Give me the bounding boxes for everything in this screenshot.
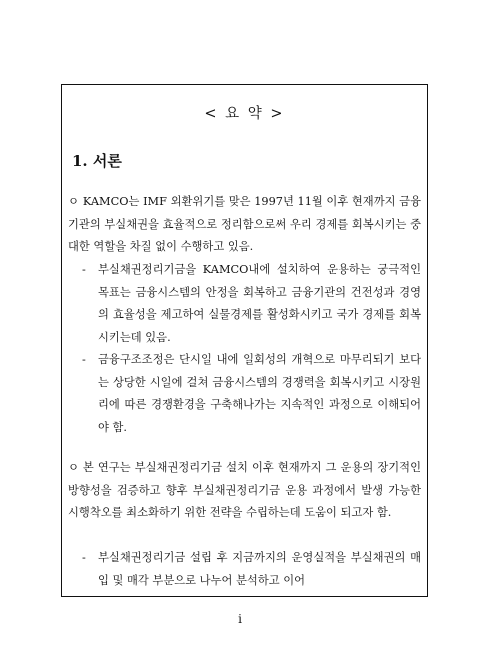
subitem-2-1 (82, 547, 421, 592)
paragraph-bullet: ㅇ (68, 461, 79, 474)
paragraph-bullet: ㅇ (68, 195, 79, 208)
subitem-1-2 (82, 349, 421, 439)
subitem-1-1 (82, 259, 421, 349)
subitem-text: 부실채권정리기금을 KAMCO내에 설치하여 운용하는 궁극적인 목표는 금융시스템의 안정을 회복하고 금융기관의 건전성과 경영의 효율성을 제고하여 실물경제를 활성화시키고 국가 경제를 회복시키는데 있음. (98, 263, 421, 344)
paragraph-1 (68, 191, 421, 259)
section-title: 1. 서론 (72, 152, 122, 170)
dash-marker: - (82, 551, 86, 564)
paragraph-text: KAMCO는 IMF 외환위기를 맞은 1997년 11월 이후 현재까지 금융기관의 부실채권을 효율적으로 정리함으로써 우리 경제를 회복시키는 중대한 역할을 차질 없이 수행하고 있음. (68, 195, 421, 253)
subitem-text: 금융구조조정은 단시일 내에 일회성의 개혁으로 마무리되기 보다는 상당한 시일에 걸쳐 금융시스템의 경쟁력을 회복시키고 시장원리에 따른 경쟁환경을 구축해나가는 지속적인 과정으로 이해되어야 함. (98, 353, 421, 434)
subitem-text: 부실채권정리기금 설립 후 지금까지의 운영실적을 부실채권의 매입 및 매각 부분으로 나누어 분석하고 이어 (98, 551, 421, 587)
paragraph-text: 본 연구는 부실채권정리기금 설치 이후 현재까지 그 운용의 장기적인 방향성을 검증하고 향후 부실채권정리기금 운용 과정에서 발생 가능한 시행착오를 최소화하기 위한 전략을 수립하는데 도움이 되고자 함. (68, 461, 421, 519)
page-number: i (238, 612, 242, 626)
paragraph-2 (68, 457, 421, 525)
summary-heading: < 요 약 > (204, 106, 285, 122)
dash-marker: - (82, 353, 86, 366)
dash-marker: - (82, 263, 86, 276)
summary-frame (61, 84, 428, 597)
